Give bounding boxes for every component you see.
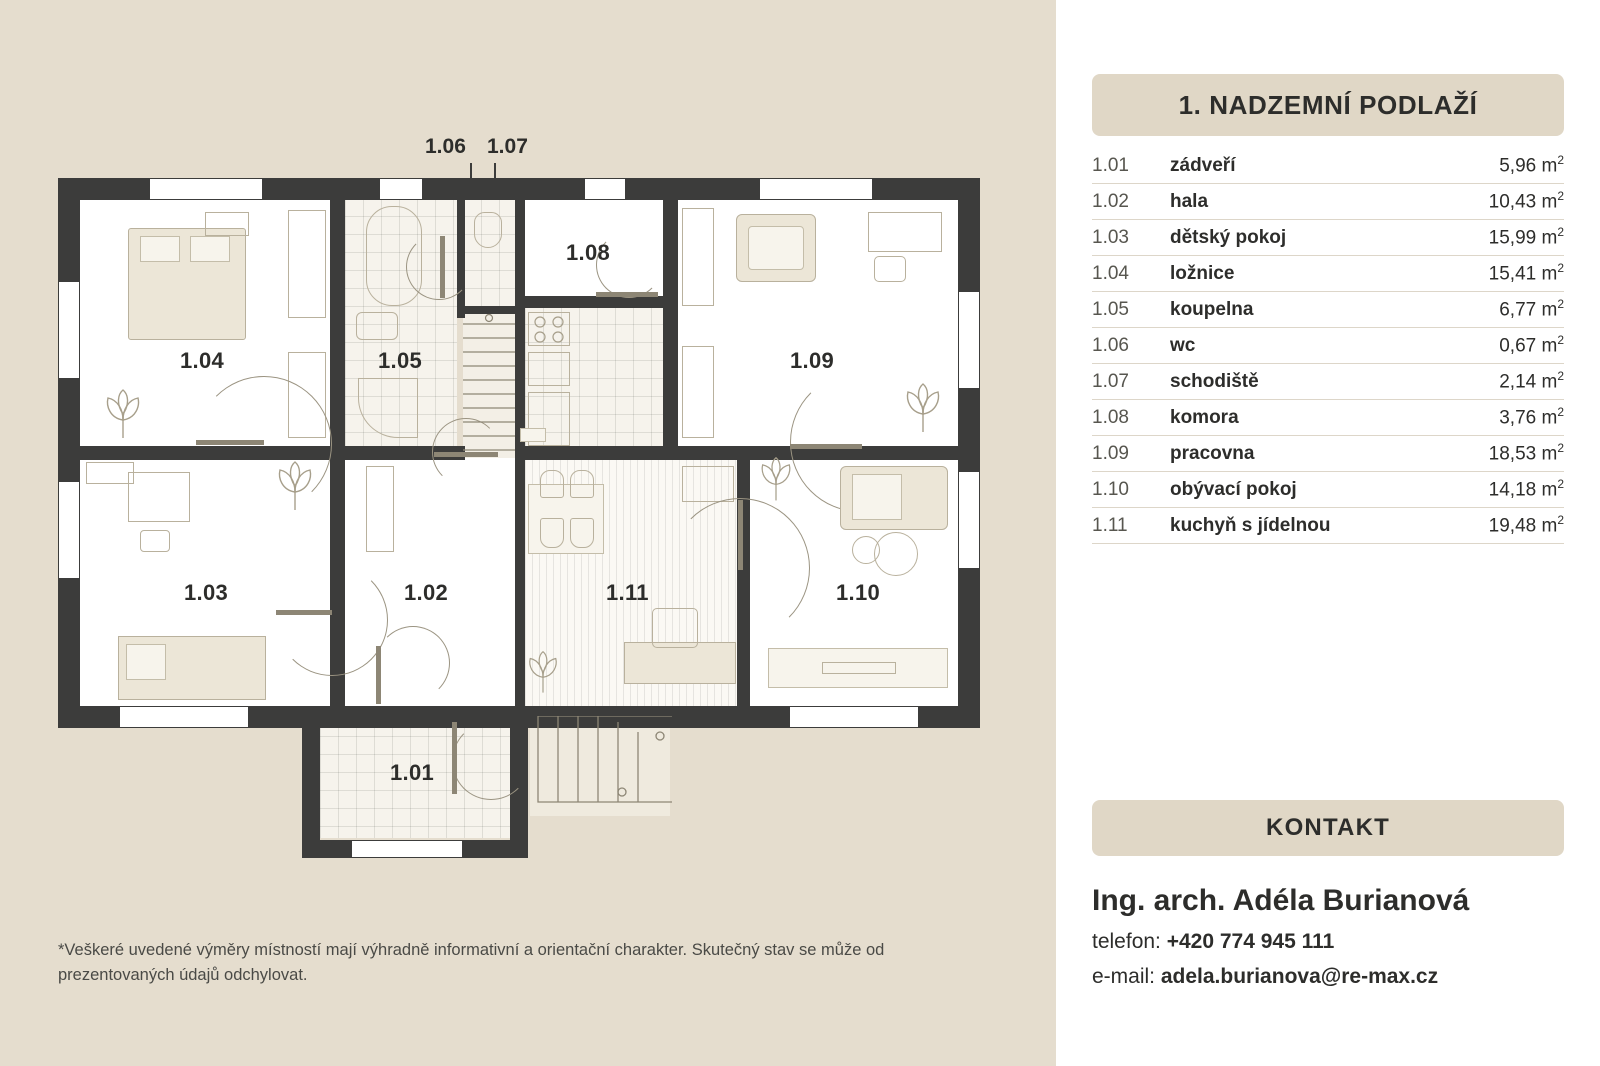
plant-icon-1-04 [96, 388, 150, 442]
sideboard-1-11 [624, 642, 736, 684]
exterior-stairs [530, 716, 672, 818]
desk-1-09 [868, 212, 942, 252]
window-bottom-1-10 [790, 706, 918, 728]
window-top-1-04 [150, 178, 262, 200]
window-top-1-09 [760, 178, 872, 200]
contact-title-bar [1092, 800, 1564, 856]
plant-icon-1-03 [268, 460, 322, 514]
legend-code: 1.07 [1092, 370, 1129, 392]
bed-1-03-pillow [126, 644, 166, 680]
room-label-1-03: 1.03 [184, 580, 229, 605]
legend-name: kuchyň s jídelnou [1170, 514, 1331, 536]
legend-name: pracovna [1170, 442, 1255, 464]
room-label-1-10: 1.10 [836, 580, 881, 605]
legend-area: 18,53 $m^2$ [1488, 441, 1564, 465]
vestibule-wall-left [302, 718, 320, 858]
door-leaf-1-02 [376, 646, 381, 704]
contact-heading: KONTAKT [1266, 814, 1390, 841]
room-label-1-01: 1.01 [390, 760, 435, 785]
door-leaf-1-03 [276, 610, 332, 615]
bed-pillow-right [190, 236, 230, 262]
legend-name: obývací pokoj [1170, 478, 1297, 500]
info-panel [1056, 0, 1600, 1066]
email-label: e-mail: [1092, 965, 1161, 988]
disclaimer-text: *Veškeré uvedené výměry místností mají výhradně informativní a orientační charakter. Skutečný stav se může od prezentovaných údajů odchylovat. [58, 941, 885, 984]
wardrobe-1-04 [288, 210, 326, 318]
legend-name: dětský pokoj [1170, 226, 1287, 248]
table-row [1092, 364, 1564, 400]
dining-chair-2 [570, 470, 594, 498]
legend-code: 1.01 [1092, 154, 1129, 176]
room-label-1-04: 1.04 [180, 348, 225, 373]
window-sill-1-11 [520, 428, 546, 442]
phone-label: telefon: [1092, 930, 1167, 953]
interior-wall-v4 [663, 198, 678, 448]
sink-1-05 [356, 312, 398, 340]
door-leaf-1-09 [790, 444, 862, 449]
staircase-1-07 [463, 312, 515, 458]
legend-title-bar [1092, 74, 1564, 136]
legend-code: 1.04 [1092, 262, 1129, 284]
dining-chair-3 [540, 518, 564, 548]
window-bottom-1-03 [120, 706, 248, 728]
table-row [1092, 472, 1564, 508]
door-leaf-1-05 [440, 236, 445, 298]
legend-code: 1.10 [1092, 478, 1129, 500]
door-leaf-1-08 [596, 292, 658, 297]
legend-name: komora [1170, 406, 1239, 428]
legend-code: 1.08 [1092, 406, 1129, 428]
dining-chair-1 [540, 470, 564, 498]
email-value[interactable]: adela.burianova@re-max.cz [1160, 965, 1439, 988]
room-label-1-08: 1.08 [566, 240, 611, 265]
legend-name: wc [1170, 334, 1196, 356]
legend-code: 1.06 [1092, 334, 1129, 356]
plant-icon-1-10 [752, 456, 800, 504]
room-label-1-09: 1.09 [790, 348, 835, 373]
tv-1-10 [822, 662, 896, 674]
pouf-1-10 [852, 536, 880, 564]
window-bottom-1-01 [352, 840, 462, 858]
coffee-table-1-10 [874, 532, 918, 576]
interior-wall-h3 [525, 296, 663, 308]
legend-area: 14,18 $m^2$ [1488, 477, 1564, 501]
legend-name: koupelna [1170, 298, 1254, 320]
exterior-wall-left [58, 178, 80, 728]
phone-value[interactable]: +420 774 945 111 [1166, 930, 1335, 953]
legend-name: ložnice [1170, 262, 1235, 284]
nightstand-1-04 [205, 212, 249, 236]
sofa-cushion-1-09 [748, 226, 804, 270]
table-row [1092, 436, 1564, 472]
legend-area: 3,76 $m^2$ [1499, 405, 1564, 429]
legend-area: 19,48 $m^2$ [1488, 513, 1564, 537]
legend-area: 2,14 $m^2$ [1499, 369, 1564, 393]
window-top-1-05 [380, 178, 422, 200]
cabinet-top-1-11 [682, 466, 734, 502]
legend-code: 1.02 [1092, 190, 1129, 212]
room-label-1-05: 1.05 [378, 348, 423, 373]
table-row [1092, 328, 1564, 364]
room-label-1-02: 1.02 [404, 580, 449, 605]
legend-area: 5,96 $m^2$ [1499, 153, 1564, 177]
door-leaf-1-01 [452, 722, 457, 794]
legend-code: 1.09 [1092, 442, 1129, 464]
door-arc-1-03 [276, 564, 388, 676]
table-row [1092, 508, 1564, 544]
room-legend-table [1092, 148, 1564, 544]
legend-area: 6,77 $m^2$ [1499, 297, 1564, 321]
legend-title: 1. NADZEMNÍ PODLAŽÍ [1178, 89, 1478, 120]
plant-icon-1-11 [520, 650, 566, 696]
legend-code: 1.05 [1092, 298, 1129, 320]
room-tag-1-06: 1.06 [425, 135, 466, 158]
window-right-1-09 [958, 292, 980, 388]
chair-1-03 [140, 530, 170, 552]
legend-area: 0,67 $m^2$ [1499, 333, 1564, 357]
door-leaf-1-04 [196, 440, 264, 445]
bed-pillow-left [140, 236, 180, 262]
chair-1-09 [874, 256, 906, 282]
contact-person-name: Ing. arch. Adéla Burianová [1092, 884, 1470, 917]
legend-name: hala [1170, 190, 1209, 212]
legend-code: 1.11 [1092, 514, 1128, 536]
door-leaf-1-11 [738, 500, 743, 570]
legend-area: 10,43 $m^2$ [1488, 189, 1564, 213]
window-top-1-08 [585, 178, 625, 200]
desk-1-03 [128, 472, 190, 522]
dining-chair-4 [570, 518, 594, 548]
room-label-1-11: 1.11 [606, 580, 649, 605]
toilet-1-06 [474, 212, 502, 248]
door-arc-1-05 [406, 234, 472, 300]
shelf2-1-09 [682, 346, 714, 438]
table-row [1092, 256, 1564, 292]
dresser-1-03 [86, 462, 134, 484]
window-right-1-10 [958, 472, 980, 568]
table-row [1092, 184, 1564, 220]
table-row [1092, 292, 1564, 328]
counter-1-11 [528, 352, 570, 386]
table-row [1092, 400, 1564, 436]
window-left-1-04 [58, 282, 80, 378]
contact-phone-row [1092, 930, 1572, 954]
legend-code: 1.03 [1092, 226, 1129, 248]
table-row [1092, 148, 1564, 184]
window-left-1-03 [58, 482, 80, 578]
wardrobe-1-02 [366, 466, 394, 552]
door-arc-1-01 [452, 722, 530, 800]
legend-area: 15,99 $m^2$ [1488, 225, 1564, 249]
legend-area: 15,41 $m^2$ [1488, 261, 1564, 285]
stove-burners-icon [528, 312, 570, 346]
table-row [1092, 220, 1564, 256]
room-tag-1-07: 1.07 [487, 135, 528, 158]
legend-name: schodiště [1170, 370, 1259, 392]
sofa-cushion-1-10 [852, 474, 902, 520]
legend-name: zádveří [1170, 154, 1236, 176]
door-arc-1-02 [376, 626, 450, 700]
contact-email-row [1092, 965, 1572, 989]
shelf-1-09 [682, 208, 714, 306]
